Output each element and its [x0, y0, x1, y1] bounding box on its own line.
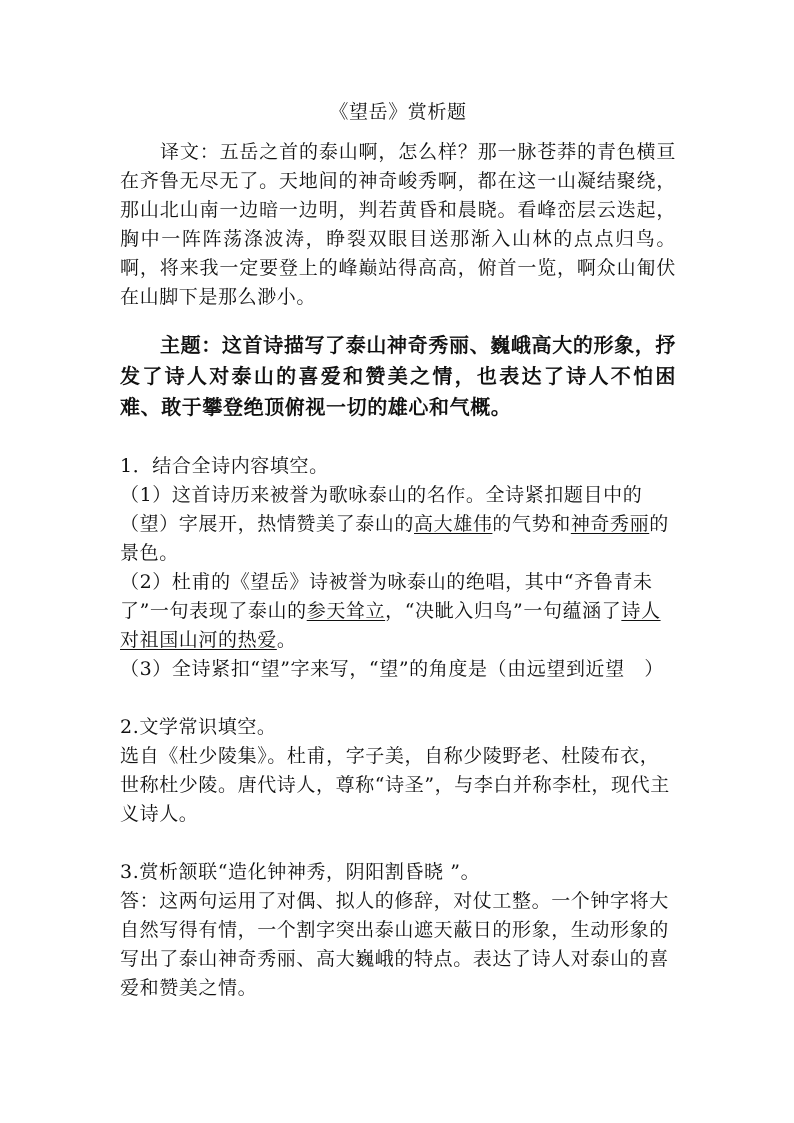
spacer — [120, 423, 676, 452]
q1-s2-text-c: 。 — [276, 629, 297, 651]
document-title: 《望岳》赏析题 — [329, 101, 467, 123]
q1-s1-text-c: 的景色。 — [120, 513, 669, 564]
document-page — [120, 92, 676, 1003]
theme-paragraph: 主题：这首诗描写了泰山神奇秀丽、巍峨高大的形象，抒发了诗人对泰山的喜爱和赞美之情，也表达了诗人不怕困难、敢于攀登绝顶俯视一切的雄心和气概。 — [120, 333, 676, 419]
spacer — [120, 829, 676, 858]
question-1-item-2 — [120, 568, 676, 655]
q1-s1-answer-1: 高大雄伟 — [414, 513, 493, 535]
question-1-heading: 1．结合全诗内容填空。 — [120, 455, 329, 477]
question-1-item-1 — [120, 481, 676, 568]
q1-s2-answer-1: 参天耸立 — [306, 600, 386, 622]
spacer — [120, 684, 676, 713]
translation-paragraph: 译文：五岳之首的泰山啊，怎么样？那一脉苍莽的青色横亘在齐鲁无尽无了。天地间的神奇峻秀啊，都在这一山凝结聚绕，那山北山南一边暗一边明，判若黄昏和晨晓。看峰峦层云迭起，胸中一阵阵荡涤波涛，睁裂双眼目送那渐入山林的点点归鸟。啊，将来我一定要登上的峰巅站得高高，俯首一览，啊众山匍伏在山脚下是那么渺小。 — [120, 141, 676, 308]
question-1-item-3: （3）全诗紧扣“望”字来写，“望”的角度是（由远望到近望 ） — [120, 658, 664, 680]
question-3-heading: 3.赏析颔联“造化钟神秀，阴阳割昏晓 ”。 — [120, 861, 481, 883]
q1-s1-answer-2: 神奇秀丽 — [570, 513, 650, 535]
q1-s1-text-a: （1）这首诗历来被誉为歌咏泰山的名作。全诗紧扣题目中的（望）字展开，热情赞美了泰山的 — [120, 484, 643, 535]
question-2-body: 选自《杜少陵集》。杜甫，字子美，自称少陵野老、杜陵布衣，世称杜少陵。唐代诗人，尊称“诗圣”，与李白并称李杜，现代主义诗人。 — [120, 745, 670, 825]
q1-s2-text-b: ，“决眦入归鸟”一句蕴涵了 — [385, 600, 622, 622]
q1-s2-answer-2: 诗人对祖国山河的热爱 — [120, 600, 661, 651]
q1-s1-text-b: 的气势和 — [492, 513, 571, 535]
question-3-answer: 答：这两句运用了对偶、拟人的修辞，对仗工整。一个钟字将大自然写得有情，一个割字突出泰山遮天蔽日的形象，生动形象的写出了泰山神奇秀丽、高大巍峨的特点。表达了诗人对泰山的喜爱和赞美之情。 — [120, 890, 669, 999]
q1-s2-text-a: （2）杜甫的《望岳》诗被誉为咏泰山的绝唱，其中“齐鲁青未了”一句表现了泰山的 — [120, 571, 653, 622]
question-2-heading: 2.文学常识填空。 — [120, 716, 277, 738]
